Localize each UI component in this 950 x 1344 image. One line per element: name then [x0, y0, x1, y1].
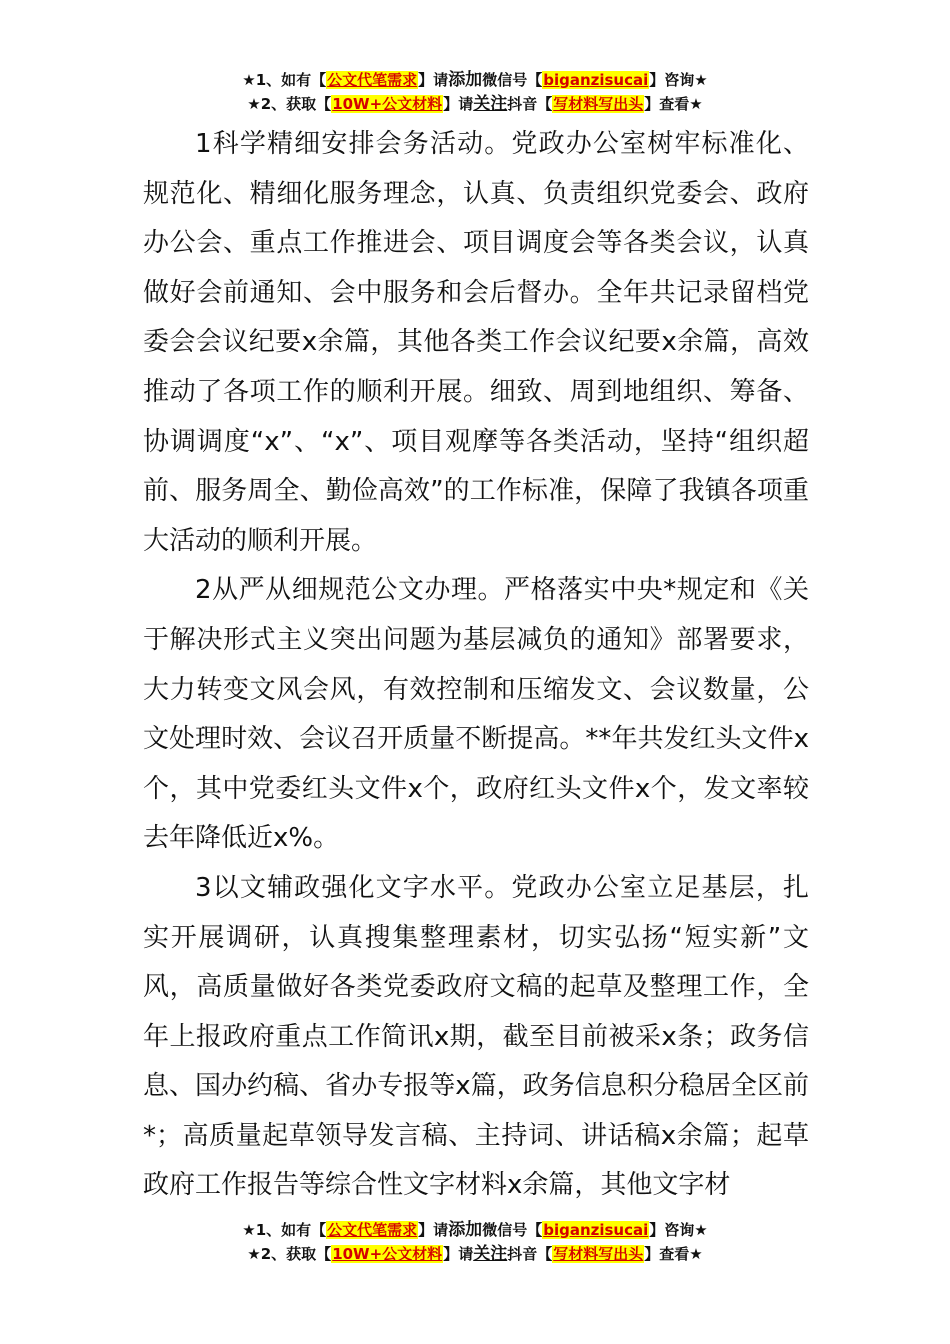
- header-banner: [0, 68, 950, 116]
- paragraph-1: 1科学精细安排会务活动。党政办公室树牢标准化、规范化、精细化服务理念，认真、负责组织党委会、政府办公会、重点工作推进会、项目调度会等各类会议，认真做好会前通知、会中服务和会后督办。全年共记录留档党委会会议纪要x余篇，其他各类工作会议纪要x余篇，高效推动了各项工作的顺利开展。细致、周到地组织、筹备、协调调度“x”、“x”、项目观摩等各类活动，坚持“组织超前、服务周全、勤俭高效”的工作标准，保障了我镇各项重大活动的顺利开展。: [143, 129, 809, 556]
- paragraph-3: 3以文辅政强化文字水平。党政办公室立足基层，扎实开展调研，认真搜集整理素材，切实弘扬“短实新”文风，高质量做好各类党委政府文稿的起草及整理工作，全年上报政府重点工作简讯x期，截至目前被采x条；政务信息、国办约稿、省办专报等x篇，政务信息积分稳居全区前*；高质量起草领导发言稿、主持词、讲话稿x余篇；起草政府工作报告等综合性文字材料x余篇，其他文字材: [143, 872, 809, 1201]
- highlight-ghostwriting: 公文代笔需求: [327, 71, 418, 89]
- banner-line-1: ★1、如有【公文代笔需求】请添加微信号【biganzisucai】咨询★: [242, 70, 708, 90]
- highlight-wechat-id: biganzisucai: [543, 71, 649, 89]
- highlight-materials: 10W+公文材料: [332, 95, 443, 113]
- footer-highlight-materials: 10W+公文材料: [332, 1245, 443, 1263]
- footer-banner: [0, 1218, 950, 1266]
- paragraph-2: 2从严从细规范公文办理。严格落实中央*规定和《关于解决形式主义突出问题为基层减负的通知》部署要求，大力转变文风会风，有效控制和压缩发文、会议数量，公文处理时效、会议召开质量不断提高。**年共发红头文件x个，其中党委红头文件x个，政府红头文件x个，发文率较去年降低近x%。: [143, 575, 809, 854]
- footer-highlight-wechat-id: biganzisucai: [543, 1221, 649, 1239]
- document-body: [143, 120, 809, 1211]
- banner-line-2: ★2、获取【10W+公文材料】请关注抖音【写材料写出头】查看★: [247, 94, 703, 114]
- footer-line-1: ★1、如有【公文代笔需求】请添加微信号【biganzisucai】咨询★: [242, 1220, 708, 1240]
- footer-highlight-douyin: 写材料写出头: [553, 1245, 644, 1263]
- footer-highlight-ghostwriting: 公文代笔需求: [327, 1221, 418, 1239]
- highlight-douyin: 写材料写出头: [553, 95, 644, 113]
- footer-line-2: ★2、获取【10W+公文材料】请关注抖音【写材料写出头】查看★: [247, 1244, 703, 1264]
